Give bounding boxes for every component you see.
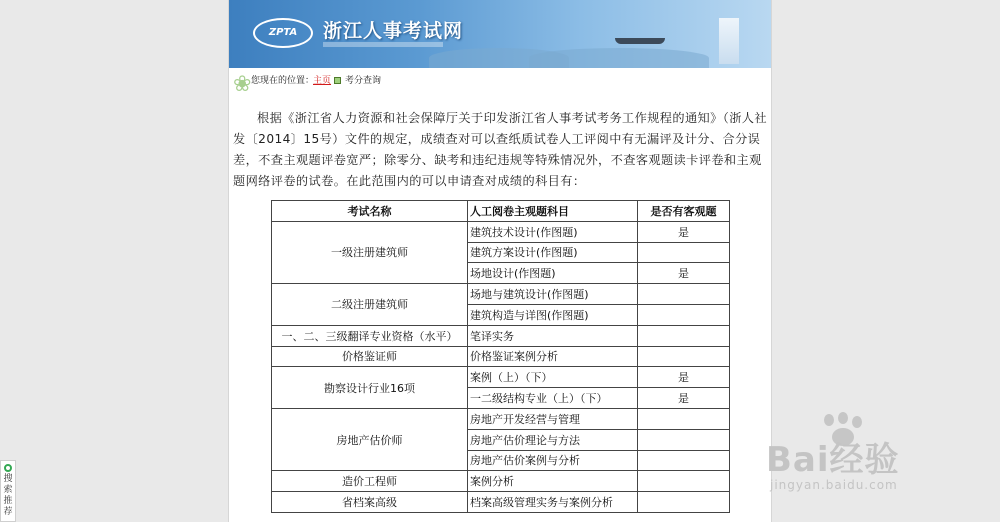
objective-cell: [638, 284, 730, 305]
subject-cell: 案例（上）（下）: [468, 367, 638, 388]
objective-cell: [638, 325, 730, 346]
search-recommend-tab[interactable]: [0, 460, 16, 522]
watermark-brand: Bai经验: [766, 440, 900, 480]
objective-cell: [638, 429, 730, 450]
subject-cell: 建筑技术设计(作图题): [468, 221, 638, 242]
banner-hill-decoration: [529, 48, 709, 68]
objective-cell: [638, 492, 730, 513]
objective-cell: 是: [638, 367, 730, 388]
header-objective: 是否有客观题: [638, 201, 730, 222]
table-row: [272, 346, 730, 367]
table-row: [272, 325, 730, 346]
intro-paragraph: 根据《浙江省人力资源和社会保障厅关于印发浙江省人事考试考务工作规程的通知》（浙人社发〔2014〕15号）文件的规定，成绩查对可以查纸质试卷人工评阅中有无漏评及计分、合分误差，不查主观题评卷宽严；除零分、缺考和违纪违规等特殊情况外，不查客观题读卡评卷和主观题网络评卷的试卷。在此范围内的可以申请查对成绩的科目有：: [233, 111, 767, 188]
subject-cell: 场地与建筑设计(作图题): [468, 284, 638, 305]
subject-cell: 场地设计(作图题): [468, 263, 638, 284]
objective-cell: [638, 471, 730, 492]
exam-name-cell: 价格鉴证师: [272, 346, 468, 367]
breadcrumb-current: 考分查询: [345, 76, 382, 86]
objective-cell: 是: [638, 263, 730, 284]
recommend-ring-icon: [4, 464, 12, 472]
side-tab-line1: 搜索: [3, 474, 13, 495]
exam-name-cell: 房地产估价师: [272, 408, 468, 470]
objective-cell: 是: [638, 221, 730, 242]
objective-cell: [638, 346, 730, 367]
subject-cell: 价格鉴证案例分析: [468, 346, 638, 367]
table-row: [272, 221, 730, 242]
table-row: [272, 367, 730, 388]
objective-cell: [638, 242, 730, 263]
site-banner: [229, 0, 771, 68]
exam-name-cell: 一级注册建筑师: [272, 221, 468, 283]
exam-name-cell: 一、二、三级翻译专业资格（水平）: [272, 325, 468, 346]
site-title: 浙江人事考试网: [323, 20, 464, 42]
breadcrumb-home-link[interactable]: 主页: [313, 76, 332, 86]
page-container: [228, 0, 772, 522]
subject-cell: 建筑方案设计(作图题): [468, 242, 638, 263]
table-row: [272, 471, 730, 492]
side-tab-line2: 推荐: [3, 496, 13, 517]
objective-cell: [638, 408, 730, 429]
boat-image: [615, 38, 665, 44]
exam-name-cell: 造价工程师: [272, 471, 468, 492]
objective-cell: [638, 450, 730, 471]
exam-name-cell: 二级注册建筑师: [272, 284, 468, 326]
subject-cell: 房地产开发经营与管理: [468, 408, 638, 429]
pagoda-image: [719, 18, 739, 64]
table-row: [272, 492, 730, 513]
table-header-row: [272, 201, 730, 222]
subject-cell: 档案高级管理实务与案例分析: [468, 492, 638, 513]
subject-cell: 房地产估价理论与方法: [468, 429, 638, 450]
watermark-url: jingyan.baidu.com: [770, 478, 898, 492]
baidu-jingyan-watermark: [764, 408, 964, 508]
header-exam-name: 考试名称: [272, 201, 468, 222]
breadcrumb-label: 您现在的位置：: [251, 76, 315, 86]
subject-cell: 案例分析: [468, 471, 638, 492]
exam-name-cell: 勘察设计行业16项: [272, 367, 468, 409]
subject-cell: 房地产估价案例与分析: [468, 450, 638, 471]
objective-cell: 是: [638, 388, 730, 409]
exam-name-cell: 省档案高级: [272, 492, 468, 513]
site-logo[interactable]: ZPTA: [253, 18, 313, 48]
flower-decoration-icon: ❀: [233, 72, 252, 97]
subject-cell: 笔译实务: [468, 325, 638, 346]
breadcrumb: [229, 68, 771, 97]
objective-cell: [638, 304, 730, 325]
table-body: [272, 221, 730, 512]
header-subject: 人工阅卷主观题科目: [468, 201, 638, 222]
banner-subtitle-bar: [323, 42, 443, 47]
score-check-subjects-table: [271, 200, 730, 513]
subject-cell: 建筑构造与详图(作图题): [468, 304, 638, 325]
table-row: [272, 284, 730, 305]
table-row: [272, 408, 730, 429]
subject-cell: 一二级结构专业（上）（下）: [468, 388, 638, 409]
breadcrumb-separator-icon: [334, 77, 341, 84]
